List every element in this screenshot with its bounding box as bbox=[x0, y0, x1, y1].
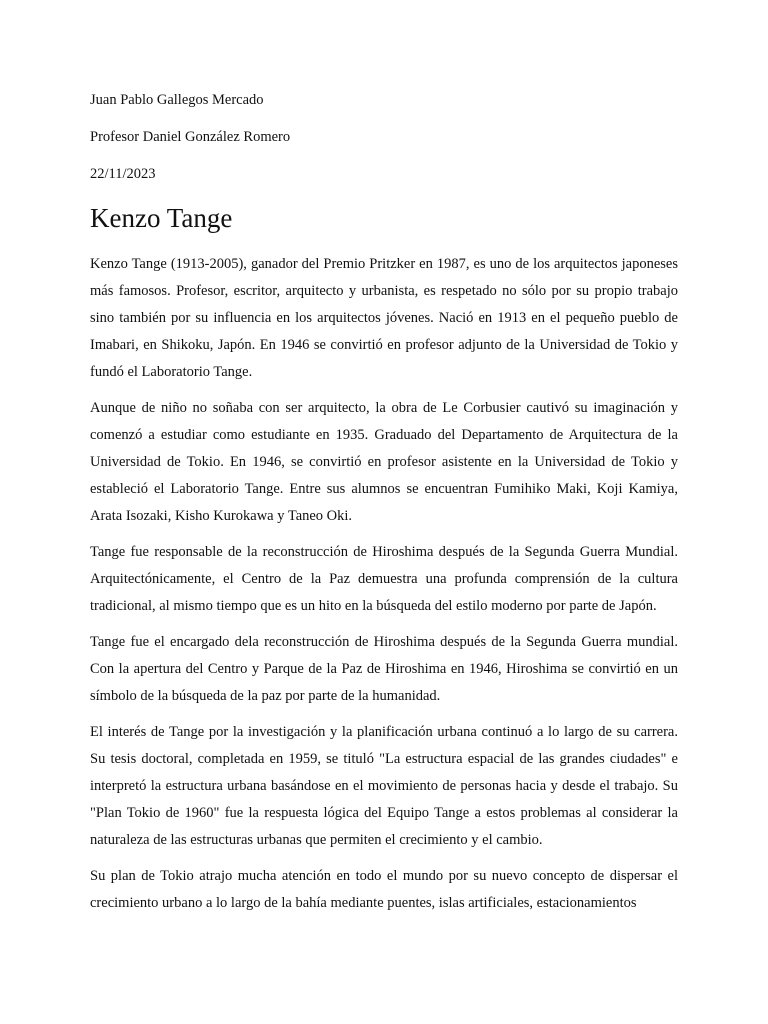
document-body bbox=[90, 90, 678, 926]
professor-name: Profesor Daniel González Romero bbox=[90, 129, 291, 145]
document-date: 22/11/2023 bbox=[90, 166, 156, 182]
paragraph-6: Su plan de Tokio atrajo mucha atención en todo el mundo por su nuevo concepto de dispersar el crecimiento urbano a lo largo de la bahía mediante puentes, islas artificiales, estacionamientos bbox=[90, 868, 678, 911]
author-name: Juan Pablo Gallegos Mercado bbox=[90, 92, 264, 108]
paragraph-3: Tange fue responsable de la reconstrucción de Hiroshima después de la Segunda Guerra Mundial. Arquitectónicamente, el Centro de la Paz demuestra una profunda comprensión de la cultura tradicional, al mismo tiempo que es un hito en la búsqueda del estilo moderno por parte de Japón. bbox=[90, 544, 678, 614]
paragraph-4: Tange fue el encargado dela reconstrucción de Hiroshima después de la Segunda Guerra mundial. Con la apertura del Centro y Parque de la Paz de Hiroshima en 1946, Hiroshima se convirtió en un símbolo de la búsqueda de la paz por parte de la humanidad. bbox=[90, 634, 678, 704]
paragraph-5: El interés de Tange por la investigación y la planificación urbana continuó a lo largo de su carrera. Su tesis doctoral, completada en 1959, se tituló "La estructura espacial de las grandes ciudades" e interpretó la estructura urbana basándose en el movimiento de personas hacia y desde el trabajo. Su "Plan Tokio de 1960" fue la respuesta lógica del Equipo Tange a estos problemas al considerar la naturaleza de las estructuras urbanas que permiten el crecimiento y el cambio. bbox=[90, 724, 678, 848]
paragraph-2: Aunque de niño no soñaba con ser arquitecto, la obra de Le Corbusier cautivó su imaginación y comenzó a estudiar como estudiante en 1935. Graduado del Departamento de Arquitectura de la Universidad de Tokio. En 1946, se convirtió en profesor asistente en la Universidad de Tokio y estableció el Laboratorio Tange. Entre sus alumnos se encuentran Fumihiko Maki, Koji Kamiya, Arata Isozaki, Kisho Kurokawa y Taneo Oki. bbox=[90, 400, 678, 524]
document-title: Kenzo Tange bbox=[90, 203, 233, 233]
paragraph-1: Kenzo Tange (1913-2005), ganador del Premio Pritzker en 1987, es uno de los arquitectos japoneses más famosos. Profesor, escritor, arquitecto y urbanista, es respetado no sólo por su propio trabajo sino también por su influencia en los arquitectos jóvenes. Nació en 1913 en el pequeño pueblo de Imabari, en Shikoku, Japón. En 1946 se convirtió en profesor adjunto de la Universidad de Tokio y fundó el Laboratorio Tange. bbox=[90, 256, 678, 380]
